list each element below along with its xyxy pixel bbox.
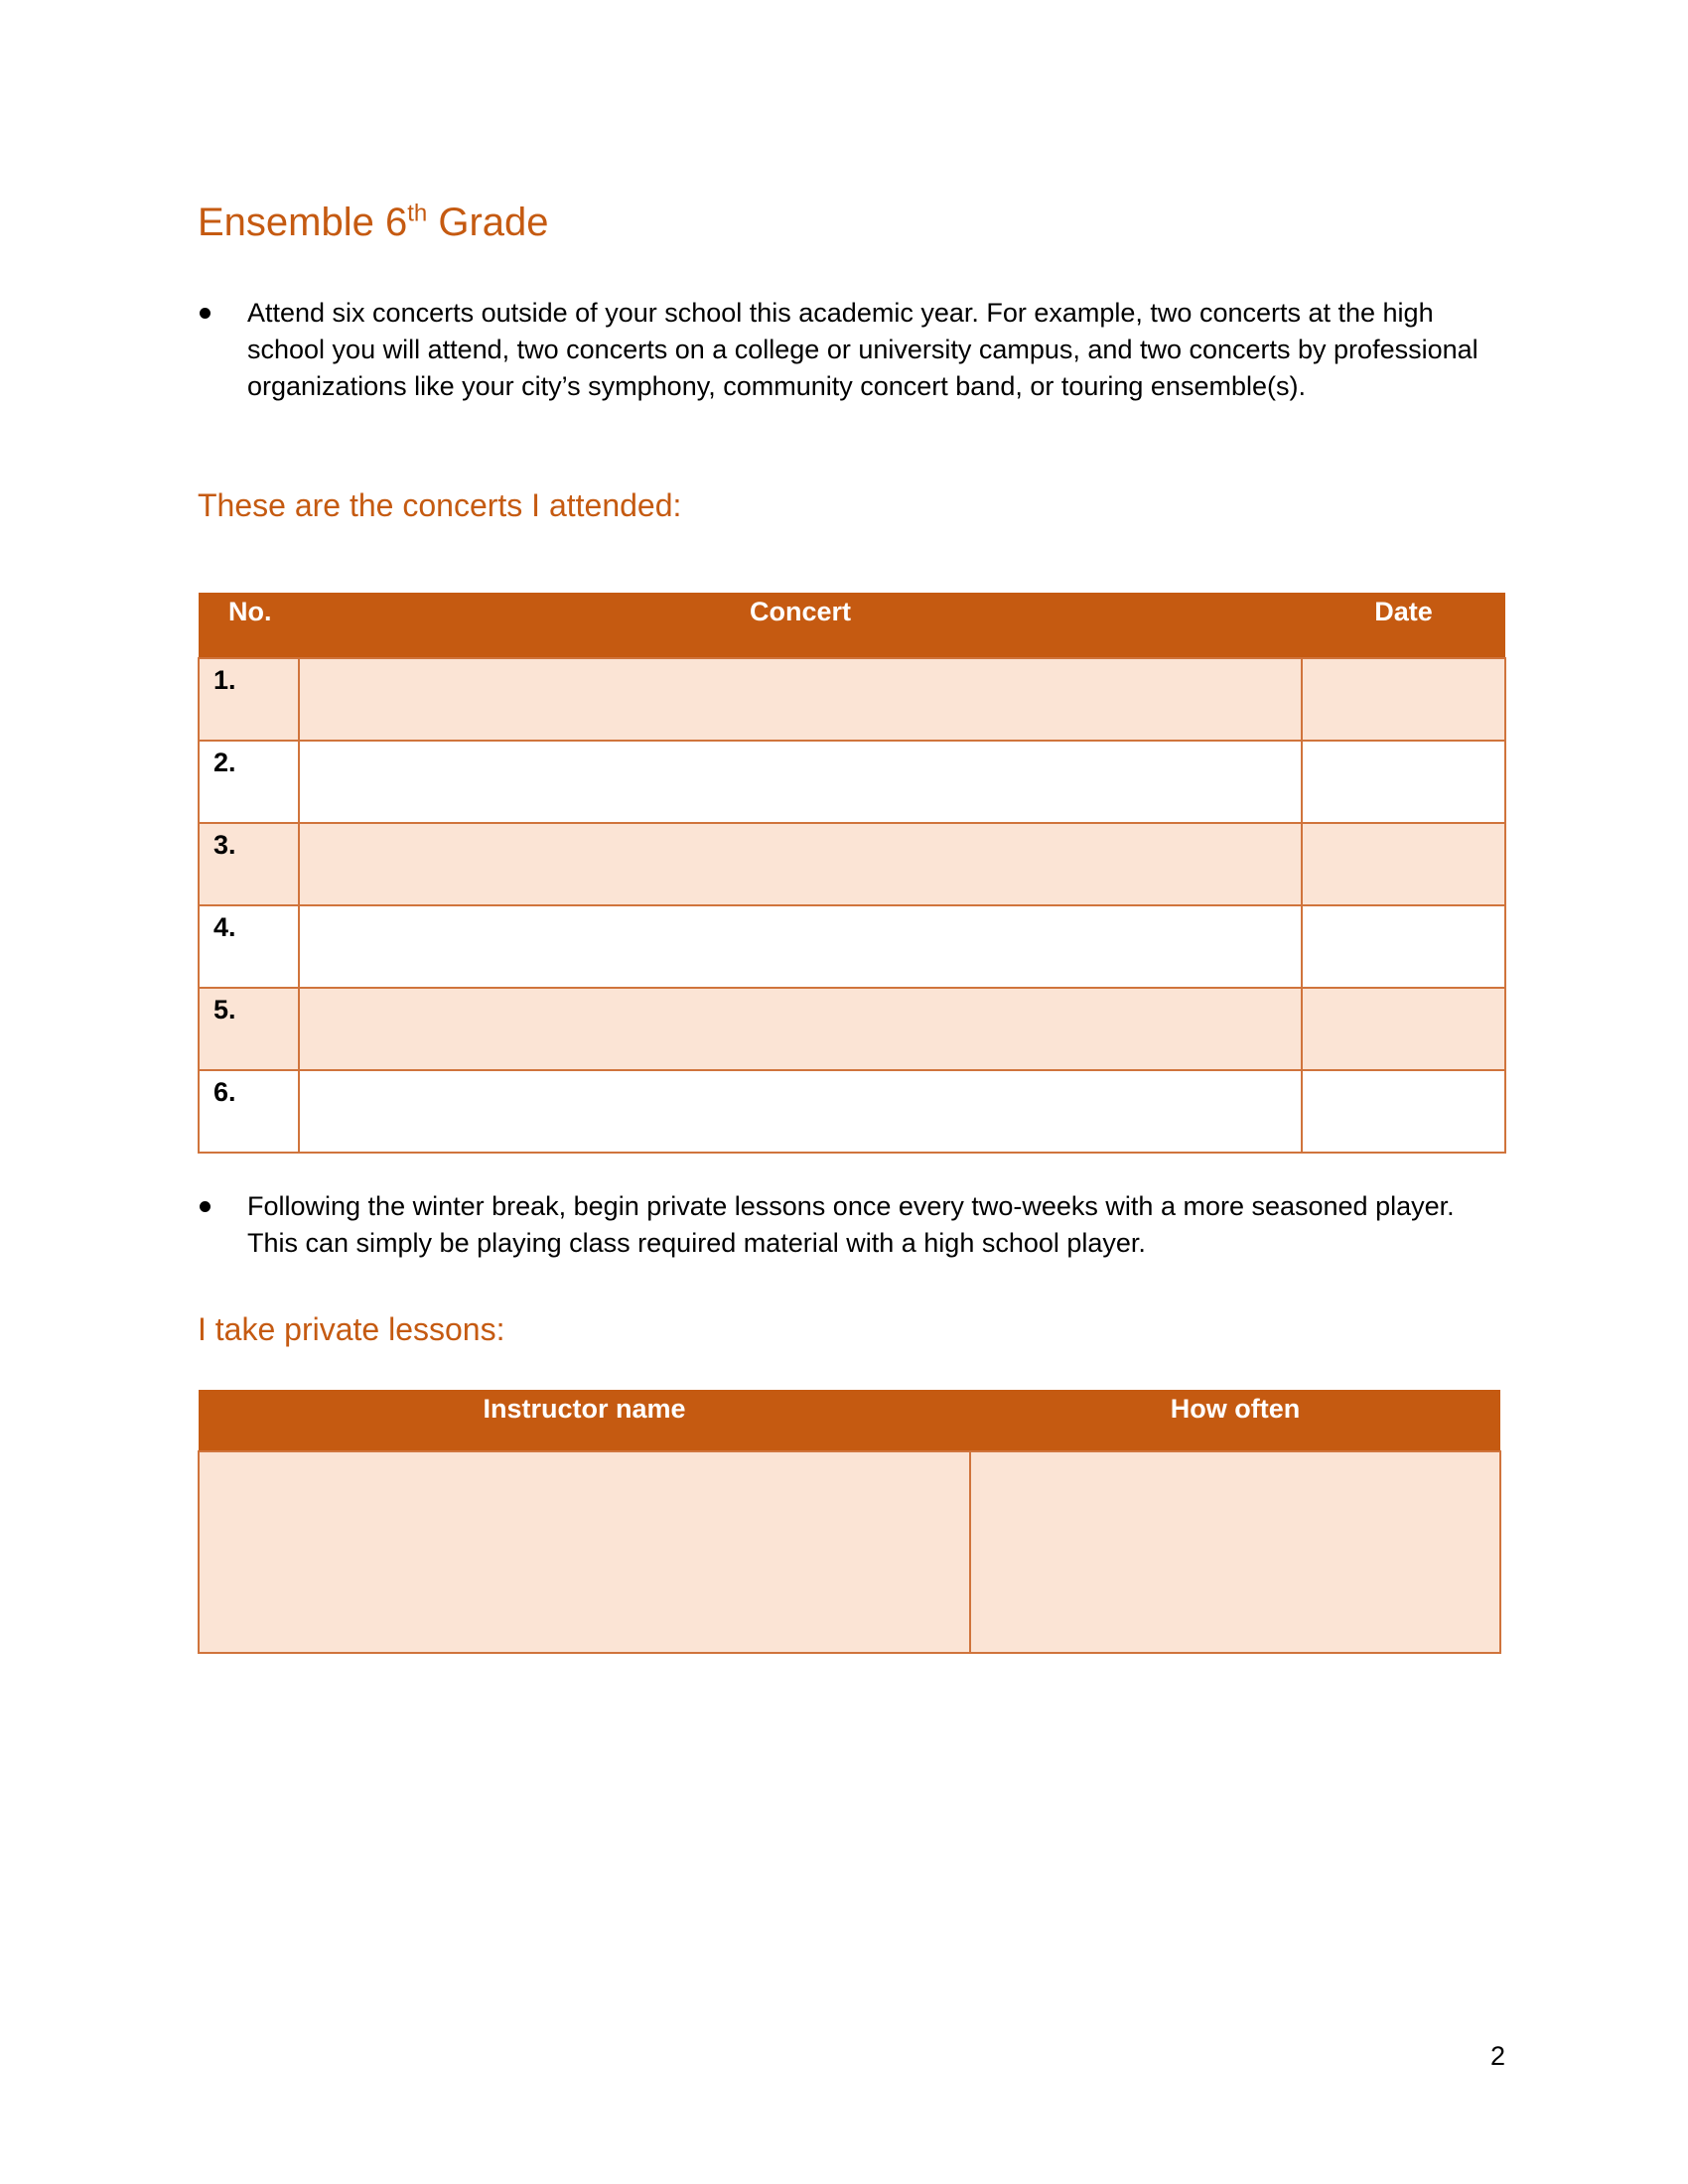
concert-cell[interactable]: [299, 1070, 1302, 1153]
date-cell[interactable]: [1302, 823, 1505, 905]
concert-cell[interactable]: [299, 741, 1302, 823]
header-date: Date: [1302, 593, 1505, 658]
row-number: 4.: [199, 905, 299, 988]
date-cell[interactable]: [1302, 658, 1505, 741]
date-cell[interactable]: [1302, 905, 1505, 988]
concert-requirement-list: [198, 295, 1498, 405]
header-how-often: How often: [970, 1390, 1500, 1451]
header-instructor-name: Instructor name: [199, 1390, 970, 1451]
date-cell[interactable]: [1302, 741, 1505, 823]
page-title: [198, 199, 549, 246]
instructor-name-cell[interactable]: [199, 1451, 970, 1653]
lessons-table-header-row: [199, 1390, 1500, 1451]
concerts-table: [198, 593, 1506, 1154]
concerts-table-header-row: [199, 593, 1505, 658]
row-number: 5.: [199, 988, 299, 1070]
table-row: [199, 658, 1505, 741]
lessons-requirement-item: Following the winter break, begin private lessons once every two-weeks with a more seasoned player. This can simply be playing class required material with a high school player.: [198, 1188, 1498, 1262]
concert-cell[interactable]: [299, 658, 1302, 741]
date-cell[interactable]: [1302, 988, 1505, 1070]
row-number: 1.: [199, 658, 299, 741]
table-row: [199, 1070, 1505, 1153]
table-row: [199, 1451, 1500, 1653]
lessons-table: [198, 1390, 1501, 1654]
concert-cell[interactable]: [299, 988, 1302, 1070]
table-row: [199, 905, 1505, 988]
concert-requirement-item: Attend six concerts outside of your school this academic year. For example, two concerts at the high school you will attend, two concerts on a college or university campus, and two concerts by professional organizations like your city’s symphony, community concert band, or touring ensemble(s).: [198, 295, 1498, 405]
title-main: Ensemble 6: [198, 201, 408, 244]
lessons-requirement-list: [198, 1188, 1498, 1262]
header-concert: Concert: [299, 593, 1302, 658]
header-no: No.: [199, 593, 299, 658]
title-rest: Grade: [427, 201, 549, 244]
page-number: 2: [1489, 2041, 1505, 2071]
table-row: [199, 741, 1505, 823]
date-cell[interactable]: [1302, 1070, 1505, 1153]
row-number: 6.: [199, 1070, 299, 1153]
concerts-heading: These are the concerts I attended:: [198, 487, 682, 523]
table-row: [199, 823, 1505, 905]
row-number: 3.: [199, 823, 299, 905]
table-row: [199, 988, 1505, 1070]
how-often-cell[interactable]: [970, 1451, 1500, 1653]
title-superscript: th: [407, 200, 428, 227]
concert-cell[interactable]: [299, 905, 1302, 988]
concert-cell[interactable]: [299, 823, 1302, 905]
row-number: 2.: [199, 741, 299, 823]
lessons-heading: I take private lessons:: [198, 1311, 505, 1347]
